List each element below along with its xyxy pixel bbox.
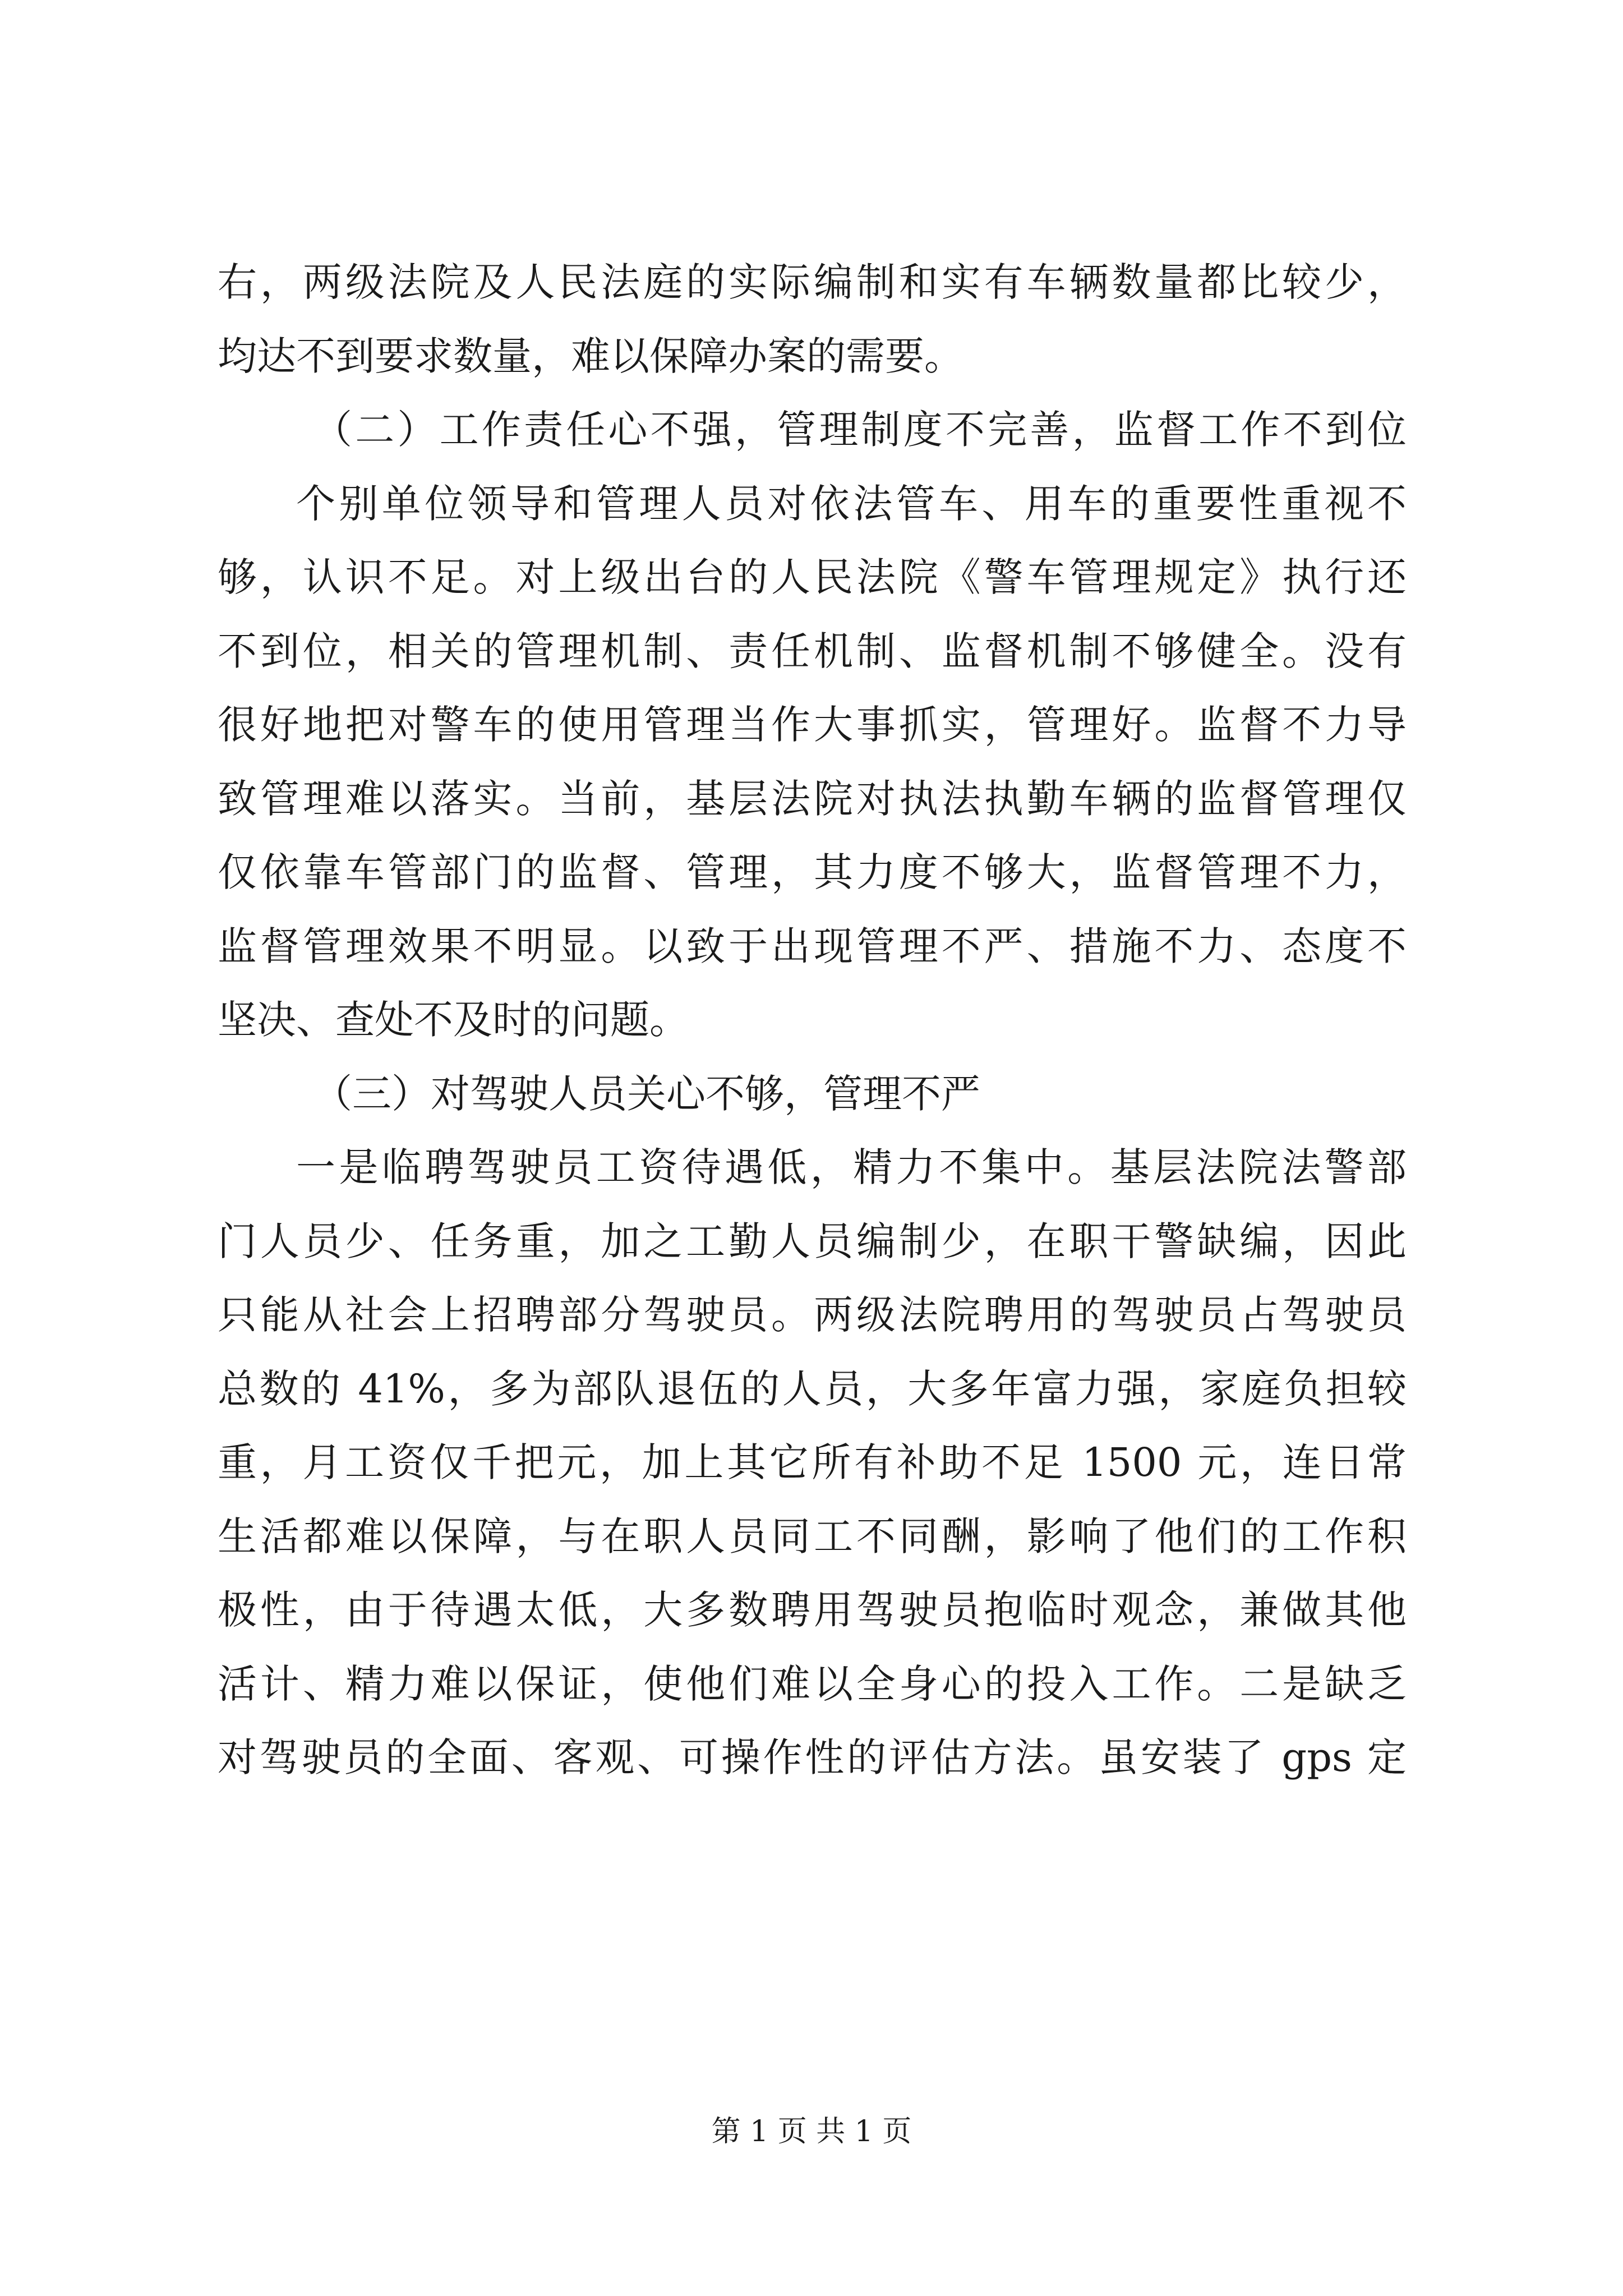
body-text-line: 坚决、查处不及时的问题。 [218,997,689,1043]
body-text-line: 监督管理效果不明显。以致于出现管理不严、措施不力、态度不 [218,923,1407,969]
section-heading: （二）工作责任心不强，管理制度不完善，监督工作不到位 [313,407,1407,453]
body-text-line: 对驾驶员的全面、客观、可操作性的评估方法。虽安装了 gps 定 [218,1734,1407,1780]
body-text-line: 右，两级法院及人民法庭的实际编制和实有车辆数量都比较少， [218,259,1407,305]
body-text-line: 不到位，相关的管理机制、责任机制、监督机制不够健全。没有 [218,628,1407,674]
body-text-line: 总数的 41%，多为部队退伍的人员，大多年富力强，家庭负担较 [218,1366,1407,1412]
body-text-line: 致管理难以落实。当前，基层法院对执法执勤车辆的监督管理仅 [218,776,1407,822]
body-text-line: 门人员少、任务重，加之工勤人员编制少，在职干警缺编，因此 [218,1218,1407,1264]
body-text-line: 只能从社会上招聘部分驾驶员。两级法院聘用的驾驶员占驾驶员 [218,1292,1407,1338]
section-heading: （三）对驾驶人员关心不够，管理不严 [313,1071,980,1117]
body-text-line: 仅依靠车管部门的监督、管理，其力度不够大，监督管理不力， [218,849,1407,895]
body-text-line: 均达不到要求数量，难以保障办案的需要。 [218,333,963,379]
body-text-line: 生活都难以保障，与在职人员同工不同酬，影响了他们的工作积 [218,1513,1407,1559]
page-number-footer: 第 1 页 共 1 页 [711,2115,912,2148]
body-text-line: 活计、精力难以保证，使他们难以全身心的投入工作。二是缺乏 [218,1661,1407,1707]
body-text-line: 一是临聘驾驶员工资待遇低，精力不集中。基层法院法警部 [296,1144,1407,1190]
body-text-line: 很好地把对警车的使用管理当作大事抓实，管理好。监督不力导 [218,702,1407,748]
body-text-line: 重，月工资仅千把元，加上其它所有补助不足 1500 元，连日常 [218,1439,1407,1485]
body-text-line: 够，认识不足。对上级出台的人民法院《警车管理规定》执行还 [218,554,1407,600]
body-text-line: 极性，由于待遇太低，大多数聘用驾驶员抱临时观念，兼做其他 [218,1587,1407,1633]
body-text-line: 个别单位领导和管理人员对依法管车、用车的重要性重视不 [296,481,1407,527]
